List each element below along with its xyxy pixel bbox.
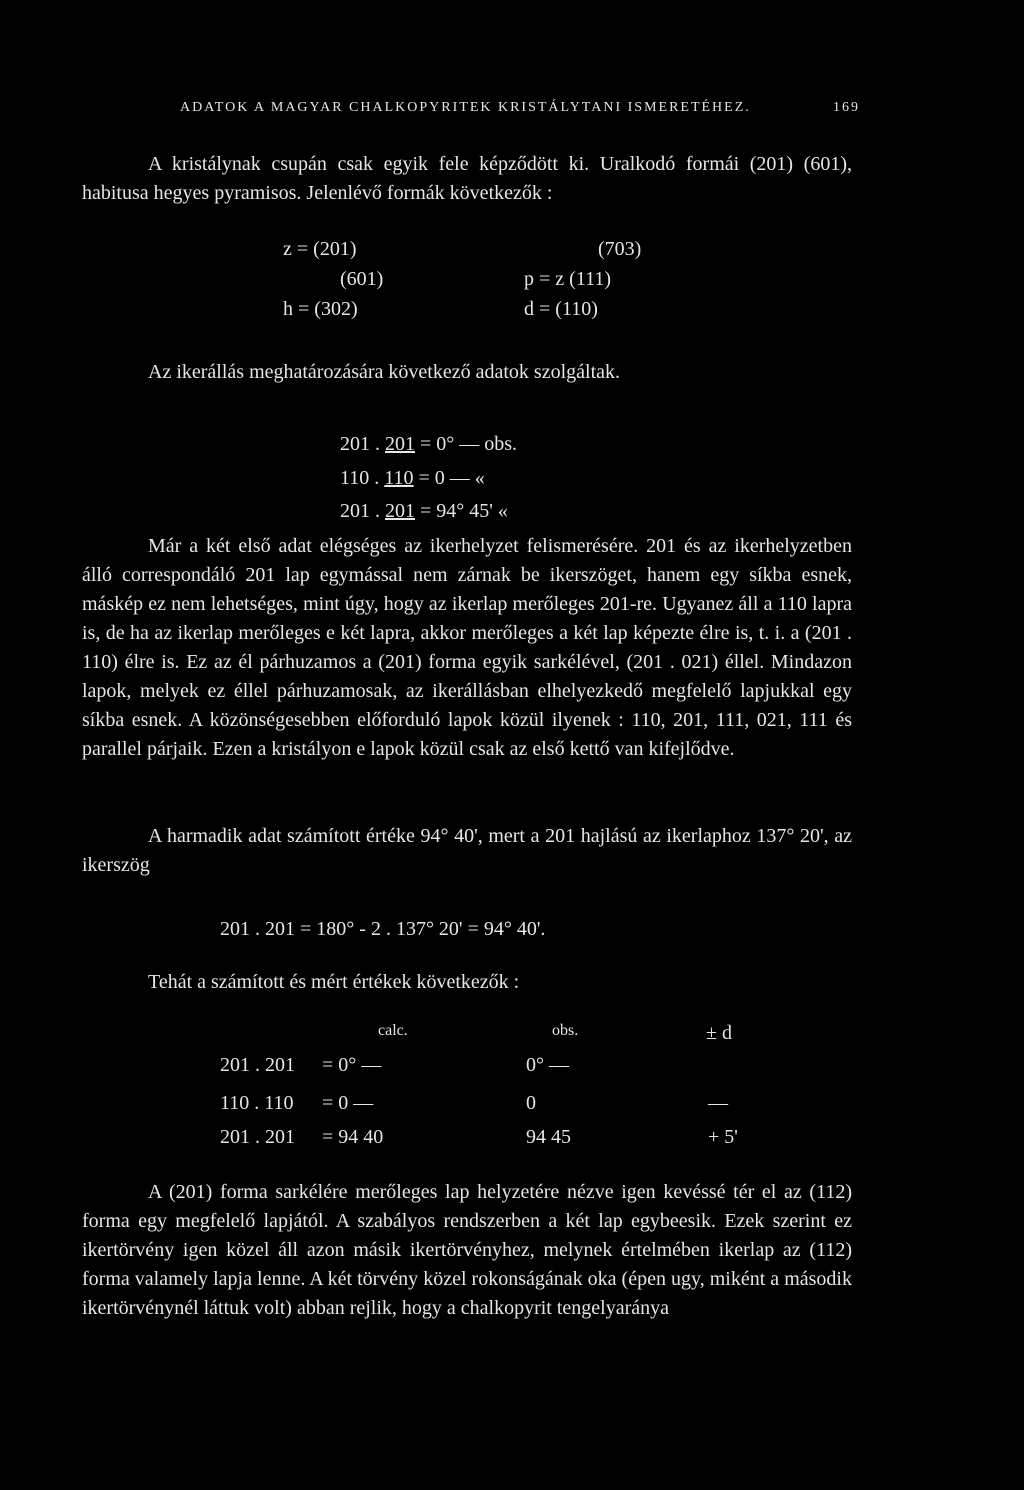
table-row-label: 201 . 201 [220, 1054, 295, 1076]
equation: 201 . 201 = 180° - 2 . 137° 20' = 94° 40'. [220, 918, 546, 940]
table-row-calc: = 0° — [322, 1054, 382, 1076]
table-row-label: 201 . 201 [220, 1126, 295, 1148]
form-h: h = (302) [283, 298, 358, 320]
table-row-diff: — [708, 1092, 728, 1114]
paragraph-6: A (201) forma sarkélére merőleges lap helyzetére nézve igen kevéssé tér el az (112) forma egy megfelelő lapjától. A szabályos rendszerben a két lap egybeesik. Ezek szerint ez ikertörvény igen közel áll azon másik ikertörvényhez, melynek értelmében ikerlap az (112) forma valamely lapja lenne. A két törvény közel rokonságának oka (épen ugy, miként a második ikertörvénynél láttuk volt) abban rejlik, hogy a chalkopyrit tengelyaránya [82, 1181, 852, 1319]
table-row-label: 110 . 110 [220, 1092, 294, 1114]
twin-data-row: 201 . 201 = 0° — obs. [340, 433, 518, 455]
table-row-calc: = 94 40 [322, 1126, 384, 1148]
table-row-obs: 0 [526, 1092, 536, 1114]
paragraph-1: A kristálynak csupán csak egyik fele képződött ki. Uralkodó formái (201) (601), habitusa hegyes pyramisos. Jelenlévő formák következők : [82, 153, 852, 204]
header-diff: ± d [706, 1022, 732, 1044]
paragraph-3: Már a két első adat elégséges az ikerhelyzet felismerésére. 201 és az ikerhelyzetben álló correspondáló 201 lap egymással nem zárnak be ikerszöget, hanem egy síkba esnek, máskép ez nem lehetséges, mint úgy, hogy az ikerlap merőleges 201-re. Ugyanez áll a 110 lapra is, de ha az ikerlap merőleges e két lapra, akkor merőleges a két lap képezte élre is, t. i. a (201 . 110) élre is. Ez az él párhuzamos a (201) forma egyik sarkélével, (201 . 021) éllel. Mindazon lapok, melyek ez éllel párhuzamosak, az ikerállásban elhelyezkedő megfelelő lapjukkal egy síkba esnek. A közönségesebben előforduló lapok közül ilyenek : 110, 201, 111, 021, 111 és parallel párjaik. Ezen a kristályon e lapok közül csak az első kettő van kifejlődve. [82, 535, 852, 760]
paragraph-2: Az ikerállás meghatározására következő adatok szolgáltak. [148, 361, 621, 383]
table-row-obs: 0° — [526, 1054, 569, 1076]
paragraph-5: Tehát a számított és mért értékek következők : [148, 971, 520, 993]
form-z: z = (201) [283, 238, 357, 260]
form-601: (601) [340, 268, 384, 290]
table-row-calc: = 0 — [322, 1092, 374, 1114]
header-obs: obs. [552, 1022, 579, 1039]
table-row-obs: 94 45 [526, 1126, 571, 1148]
header-title: ADATOK A MAGYAR CHALKOPYRITEK KRISTÁLYTANI ISMERETÉHEZ. [180, 100, 751, 115]
form-703: (703) [598, 238, 642, 260]
table-row-diff: + 5' [708, 1126, 738, 1148]
page-number: 169 [833, 100, 860, 115]
running-header [180, 100, 860, 116]
form-d: d = (110) [524, 298, 598, 320]
twin-data-row: 201 . 201 = 94° 45' « [340, 500, 508, 522]
twin-data-row: 110 . 110 = 0 — « [340, 467, 485, 489]
header-calc: calc. [378, 1022, 408, 1039]
form-p: p = z (111) [524, 268, 611, 290]
paragraph-4: A harmadik adat számított értéke 94° 40', mert a 201 hajlású az ikerlaphoz 137° 20', az ikerszög [82, 825, 852, 876]
